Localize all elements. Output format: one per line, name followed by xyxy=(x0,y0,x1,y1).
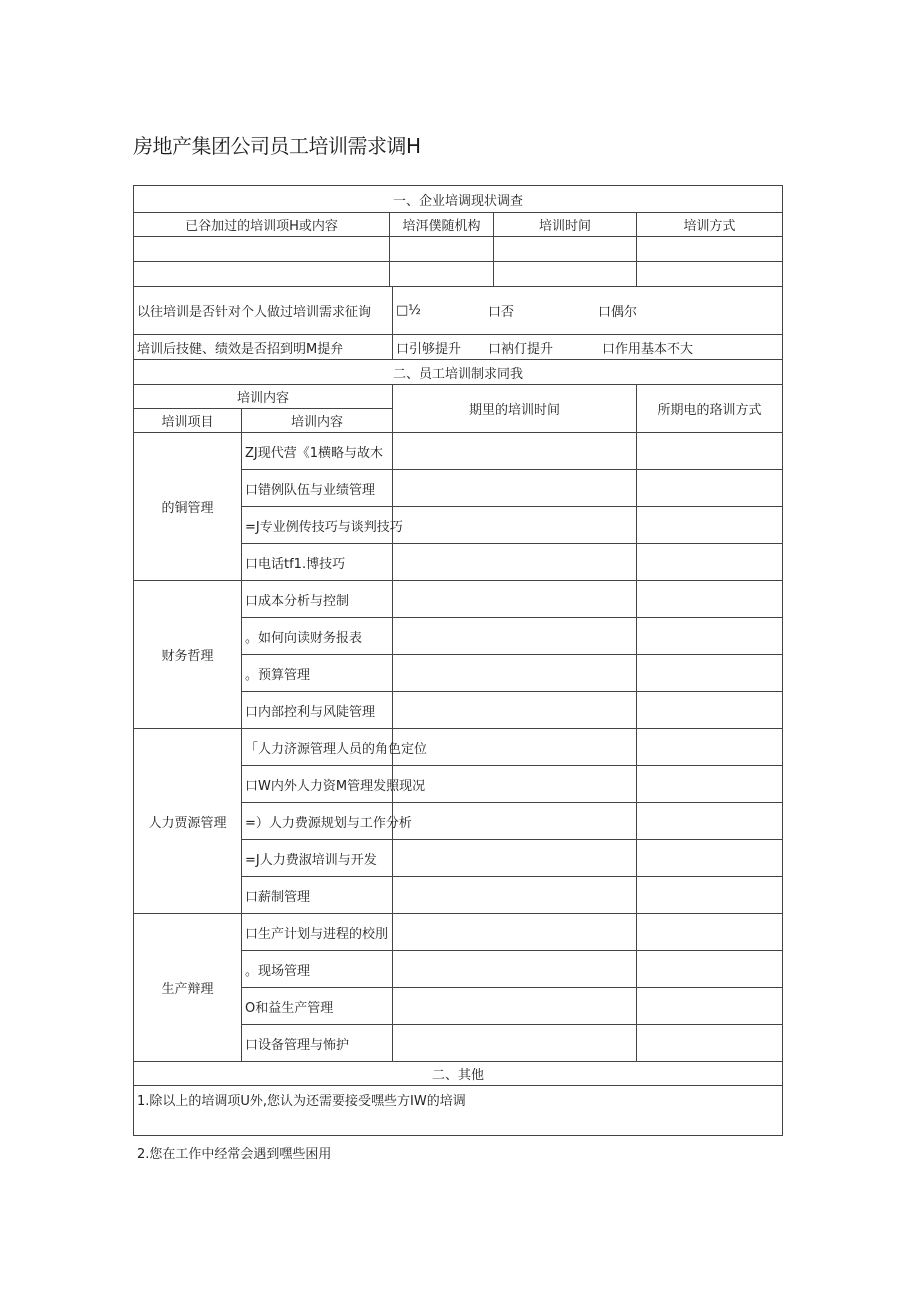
expected-time-cell[interactable] xyxy=(393,618,637,655)
institution-input-1[interactable] xyxy=(390,237,494,262)
header-expected-time: 期里的培训时间 xyxy=(393,385,637,433)
expected-method-cell[interactable] xyxy=(637,544,783,581)
expected-time-cell[interactable] xyxy=(393,433,637,470)
expected-method-cell[interactable] xyxy=(637,581,783,618)
expected-time-cell[interactable] xyxy=(393,988,637,1025)
expected-method-cell[interactable] xyxy=(637,433,783,470)
expected-time-cell[interactable] xyxy=(393,840,637,877)
group-name-2: 财务哲理 xyxy=(134,581,242,729)
training-item[interactable]: 口W内外人力资M管理发照现况 xyxy=(242,766,393,803)
option-no[interactable]: 口否 xyxy=(488,305,515,320)
group-name-3: 人力贾源管理 xyxy=(134,729,242,914)
expected-time-cell[interactable] xyxy=(393,729,637,766)
option-yes[interactable]: □½ xyxy=(396,303,421,318)
question-other-training[interactable]: 1.除以上的培调项U外,您认为还需要接受嘿些方IW的培调 xyxy=(134,1086,783,1136)
performance-options xyxy=(393,335,783,360)
training-item[interactable]: 口成本分析与控制 xyxy=(242,581,393,618)
expected-method-cell[interactable] xyxy=(637,655,783,692)
header-method: 培训方式 xyxy=(637,213,783,237)
time-input-1[interactable] xyxy=(494,237,637,262)
expected-method-cell[interactable] xyxy=(637,470,783,507)
header-time: 培训时间 xyxy=(494,213,637,237)
expected-method-cell[interactable] xyxy=(637,840,783,877)
question-work-difficulties[interactable]: 2.您在工作中经常会遇到嘿些困用 xyxy=(137,1147,332,1162)
method-input-1[interactable] xyxy=(637,237,783,262)
expected-time-cell[interactable] xyxy=(393,507,637,544)
group-name-4: 生产辩理 xyxy=(134,914,242,1062)
expected-method-cell[interactable] xyxy=(637,507,783,544)
expected-method-cell[interactable] xyxy=(637,951,783,988)
training-item[interactable]: 。如何向读财务报表 xyxy=(242,618,393,655)
section3-heading: 二、其他 xyxy=(134,1062,783,1086)
expected-time-cell[interactable] xyxy=(393,766,637,803)
option-not-improved[interactable]: 口衲仃提升 xyxy=(488,341,554,357)
expected-time-cell[interactable] xyxy=(393,1025,637,1062)
expected-method-cell[interactable] xyxy=(637,618,783,655)
institution-input-2[interactable] xyxy=(390,262,494,287)
expected-method-cell[interactable] xyxy=(637,692,783,729)
needs-survey-options xyxy=(393,287,783,335)
group-name-1: 的铜管理 xyxy=(134,433,242,581)
expected-method-cell[interactable] xyxy=(637,1025,783,1062)
expected-time-cell[interactable] xyxy=(393,914,637,951)
expected-time-cell[interactable] xyxy=(393,655,637,692)
header-training-project: 培训项目 xyxy=(134,409,242,433)
section1-heading: 一、企业培调现状调查 xyxy=(134,186,783,213)
question-performance: 培训后技健、绩效是否招到明M提弁 xyxy=(134,335,393,360)
header-training-content: 培训内容 xyxy=(242,409,393,433)
expected-time-cell[interactable] xyxy=(393,692,637,729)
training-item[interactable]: 口错例队伍与业绩管理 xyxy=(242,470,393,507)
method-input-2[interactable] xyxy=(637,262,783,287)
expected-time-cell[interactable] xyxy=(393,544,637,581)
page-title: 房地产集团公司员工培训需求调H xyxy=(133,134,421,158)
expected-time-cell[interactable] xyxy=(393,803,637,840)
training-item[interactable]: =）人力费源规划与工作分析 xyxy=(242,803,393,840)
training-item[interactable]: ZJ现代营《1横略与故木 xyxy=(242,433,393,470)
training-content-header: 培训内容 xyxy=(134,385,393,409)
training-item[interactable]: 口内部控利与风陡管理 xyxy=(242,692,393,729)
training-item[interactable]: 口薪制管理 xyxy=(242,877,393,914)
expected-method-cell[interactable] xyxy=(637,766,783,803)
expected-method-cell[interactable] xyxy=(637,914,783,951)
section2-heading: 二、员工培训制求同我 xyxy=(134,360,783,385)
time-input-2[interactable] xyxy=(494,262,637,287)
training-item[interactable]: 。现场管理 xyxy=(242,951,393,988)
expected-time-cell[interactable] xyxy=(393,877,637,914)
header-past-items: 已谷加过的培训项H或内容 xyxy=(134,213,390,237)
expected-time-cell[interactable] xyxy=(393,951,637,988)
expected-time-cell[interactable] xyxy=(393,581,637,618)
training-item[interactable]: 「人力济源管理人员的角色定位 xyxy=(242,729,393,766)
expected-method-cell[interactable] xyxy=(637,803,783,840)
training-item[interactable]: 口生产计划与进程的校刖 xyxy=(242,914,393,951)
past-training-input-2[interactable] xyxy=(134,262,390,287)
training-item[interactable]: =J专业例传技巧与谈判技巧 xyxy=(242,507,393,544)
expected-time-cell[interactable] xyxy=(393,470,637,507)
expected-method-cell[interactable] xyxy=(637,877,783,914)
past-training-input-1[interactable] xyxy=(134,237,390,262)
option-sometimes[interactable]: 口偶尔 xyxy=(598,305,638,320)
header-expected-method: 所期电的珞训方式 xyxy=(637,385,783,433)
question-needs-survey: 以往培训是否针对个人做过培训需求征询 xyxy=(134,287,393,335)
training-item[interactable]: =J人力费淑培训与开发 xyxy=(242,840,393,877)
training-item[interactable]: 。预算管理 xyxy=(242,655,393,692)
training-item[interactable]: 口设备管理与怖护 xyxy=(242,1025,393,1062)
option-little-effect[interactable]: 口作用基本不大 xyxy=(602,341,694,357)
training-survey-table xyxy=(133,185,783,1136)
option-improved[interactable]: 口引够提升 xyxy=(396,341,462,357)
training-item[interactable]: 口电话tf1.博技巧 xyxy=(242,544,393,581)
header-institution: 培洱僕随机构 xyxy=(390,213,494,237)
expected-method-cell[interactable] xyxy=(637,988,783,1025)
expected-method-cell[interactable] xyxy=(637,729,783,766)
training-item[interactable]: O和益生产管理 xyxy=(242,988,393,1025)
